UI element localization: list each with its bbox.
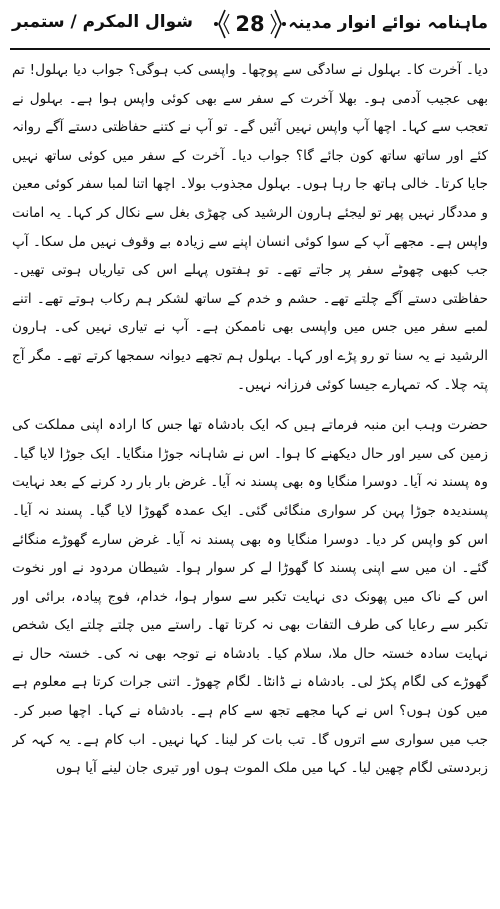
page-header — [0, 0, 500, 56]
paragraph: حضرت وہب ابن منبہ فرماتے ہیں کہ ایک بادشاہ تھا جس کا ارادہ اپنی مملکت کی زمین کی سیر اور حال دیکھنے کا ہوا۔ اس نے شاہانہ جوڑا منگایا۔ ایک جوڑا لایا گیا۔ وہ پسند نہ آیا۔ دوسرا منگایا وہ بھی پسند نہ آیا۔ غرض بار بار رد کرنے کے بعد نہایت پسندیدہ جوڑا پہن کر سواری منگائی گئی۔ ایک عمدہ گھوڑا لایا گیا۔ پسند نہ آیا۔ اس کو واپس کر دیا۔ دوسرا منگایا وہ بھی پسند نہ آیا۔ غرض سارے گھوڑے منگائے گئے۔ ان میں سے اپنی پسند کا گھوڑا لے کر سوار ہوا۔ شیطان مردود نے اور نخوت اس کے ناک میں پھونک دی نہایت تکبر سے سوار ہوا، خدام، فوج پیادہ، برائی اور تکبر سے رعایا کی طرف التفات بھی نہ کرتا تھا۔ راستے میں چلتے چلتے ایک شخص نہایت سادہ خستہ حال ملا، سلام کیا۔ بادشاہ نے توجہ بھی نہ کی۔ خستہ حال نے گھوڑے کی لگام پکڑ لی۔ بادشاہ نے ڈانٹا۔ لگام چھوڑ۔ اتنی جرات کرتا ہے معلوم ہے میں کون ہوں؟ اس نے کہا مجھے تجھ سے کام ہے۔ بادشاہ نے کہا۔ اچھا صبر کر۔ جب میں سواری سے اتروں گا۔ تب بات کر لینا۔ کہا نہیں۔ اب کام ہے۔ یہ کہہ کر زبردستی لگام چھین لیا۔ کہا میں ملک الموت ہوں اور تیری جان لینے آیا ہوں — [12, 417, 488, 777]
header-divider — [10, 48, 490, 50]
page-number-ornament — [211, 6, 289, 42]
paragraph: دیا۔ آخرت کا۔ بہلول نے سادگی سے پوچھا۔ واپسی کب ہوگی؟ جواب دیا بہلول! تم بھی عجیب آدمی ہو۔ بھلا آخرت کے سفر سے بھی کوئی واپس ہوا ہے۔ بہلول نے تعجب سے کہا۔ اچھا آپ واپس نہیں آئیں گے۔ تو آپ نے کتنے حفاظتی دستے آگے روانہ کئے اور ساتھ ساتھ کون جائے گا؟ جواب دیا۔ آخرت کے سفر میں کوئی ساتھ نہیں جایا کرتا۔ خالی ہاتھ جا رہا ہوں۔ بہلول مجذوب بولا۔ اچھا اتنا لمبا سفر کوئی معین و مددگار نہیں پھر تو لیجئے ہارون الرشید کی چھڑی بغل سے نکال کر کہا۔ یہ امانت واپس ہے۔ مجھے آپ کے سوا کوئی انسان اپنے سے زیادہ بے وقوف نہیں مل سکا۔ آپ جب کبھی چھوٹے سفر پر جاتے تھے۔ تو ہفتوں پہلے اس کی تیاریاں ہوتی تھیں۔ حفاظتی دستے آگے چلتے تھے۔ حشم و خدم کے ساتھ لشکر ہم رکاب ہوتے تھے۔ اتنے لمبے سفر میں جس میں واپسی بھی ناممکن ہے۔ آپ نے تیاری نہیں کی۔ ہارون الرشید نے یہ سنا تو رو پڑے اور کہا۔ بہلول ہم تجھے دیوانہ سمجھا کرتے تھے۔ مگر آج پتہ چلا۔ کہ تمہارے جیسا کوئی فرزانہ نہیں۔ — [12, 62, 488, 393]
article-body — [12, 56, 488, 906]
magazine-title: ماہنامہ نوائے انوار مدینہ — [288, 13, 488, 33]
page-number: 28 — [235, 12, 265, 36]
issue-date: شوال المکرم / ستمبر — [12, 12, 194, 32]
